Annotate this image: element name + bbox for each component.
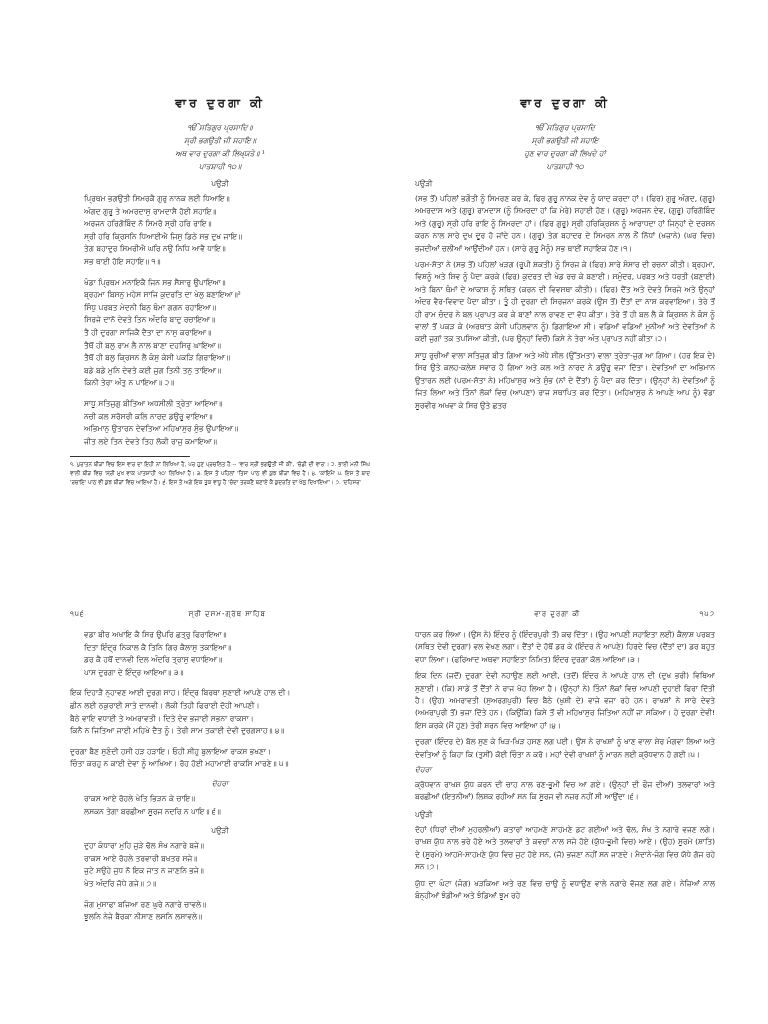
page-bottom-left xyxy=(70,610,370,1024)
verse-stanza xyxy=(84,277,370,390)
verse-stanza-wide xyxy=(70,687,370,737)
verse-line: ਸਾਧੂ ਸਤਿਜੁਗੁ ਬੀਤਿਆ ਅਧਸੀਲੀ ਤ੍ਰੇਤਾ ਆਇਆ॥ xyxy=(84,398,223,408)
verse-line: ਬੈਠੇ ਵਾਇ ਵਧਾਈ ਤੇ ਅਮਰਾਵਤੀ। ਦਿਤੇ ਦੇਵ ਭਜਾਈ ਸਭਨਾ ਰਾਕਸਾ। xyxy=(70,713,254,723)
page-top-left xyxy=(70,90,370,530)
page-title: ਵਾਰ ਦੁਰਗਾ ਕੀ xyxy=(175,96,265,110)
verse-line: ਬਡੇ ਬਡੇ ਮੁਨਿ ਦੇਵਤੇ ਕਈ ਜੁਗ ਤਿਨੀ ਤਨੁ ਤਾਇਆ॥ xyxy=(84,365,222,375)
translation-paragraph: ਪਰਮ-ਸੱਤਾ ਨੇ (ਸਭ ਤੋਂ) ਪਹਿਲਾਂ ਖੜਗ (ਰੂਪੀ ਸ਼ਕਤੀ) ਨੂੰ ਸਿਰਜ ਕੇ (ਫਿਰ) ਸਾਰੇ ਸੰਸਾਰ ਦੀ ਰਚਨਾ ਕੀਤੀ। ਬ੍ਰਹਮਾ, ਵਿਸ਼ਨੂੰ ਅਤੇ ਸ਼ਿਵ ਨੂੰ ਪੈਦਾ ਕਰਕੇ (ਫਿਰ) ਕੁਦਰਤ ਦੀ ਖੇਡ ਰਚ ਕੇ ਬਣਾਈ। ਸਮੁੰਦਰ, ਪਰਬਤ ਅਤੇ ਧਰਤੀ (ਬਣਾਈ) ਅਤੇ ਬਿਨਾ ਥੰਮਾਂ ਦੇ ਆਕਾਸ਼ ਨੂੰ ਸਥਿਤ (ਕਰਨ ਦੀ ਵਿਵਸਥਾ ਕੀਤੀ)। (ਫਿਰ) ਦੈਂਤ ਅਤੇ ਦੇਵਤੇ ਸਿਰਜੇ ਅਤੇ ਉਨ੍ਹਾਂ ਅੰਦਰ ਵੈਰ-ਵਿਵਾਦ ਪੈਦਾ ਕੀਤਾ। ਤੂੰ ਹੀ ਦੁਰਗਾ ਦੀ ਸਿਰਜਨਾ ਕਰਕੇ (ਉਸ ਤੋਂ) ਦੈਂਤਾਂ ਦਾ ਨਾਸ਼ ਕਰਵਾਇਆ। ਤੇਰੇ ਤੋਂ ਹੀ ਰਾਮ ਚੰਦਰ ਨੇ ਬਲ ਪ੍ਰਾਪਤ ਕਰ ਕੇ ਬਾਣਾਂ ਨਾਲ ਰਾਵਣ ਦਾ ਵੱਧ ਕੀਤਾ। ਤੇਰੇ ਤੋਂ ਹੀ ਬਲ ਲੈ ਕੇ ਕ੍ਰਿਸ਼ਨ ਨੇ ਕੰਸ ਨੂੰ ਵਾਲਾਂ ਤੋਂ ਪਕੜ ਕੇ (ਅਰਥਾਤ ਕੇਸੀ ਪਹਿਲਵਾਨ ਨੂੰ) ਡਿਗਾਇਆ ਸੀ। ਵਡਿਆਂ ਵਡਿਆਂ ਮੁਨੀਆਂ ਅਤੇ ਦੇਵਤਿਆਂ ਨੇ ਕਈ ਜੁਗਾਂ ਤਕ ਤਪਸਿਆ ਕੀਤੀ, (ਪਰ ਉਨ੍ਹਾਂ ਵਿਚੋਂ) ਕਿਸੇ ਨੇ ਤੇਰਾ ਅੰਤ ਪ੍ਰਾਪਤ ਨਹੀਂ ਕੀਤਾ।੨। xyxy=(415,260,715,344)
verse-line: ਖੇਤ ਅੰਦਰਿ ਜੋਧੇ ਗਜੇ॥ ੭॥ xyxy=(84,878,157,888)
verse-line: ਰਾਕਸ ਆਏ ਰੋਹਲੇ ਖੇਤਿ ਭਿੜਨ ਕੇ ਚਾਇ॥ xyxy=(84,793,196,803)
verse-line: ਬ੍ਰਹਮਾ ਬਿਸਨੁ ਮਹੇਸ ਸਾਜਿ ਕੁਦਰਤਿ ਦਾ ਖੇਲੁ ਬਣਾਇਆ॥² xyxy=(84,290,241,300)
verse-line: ਅਭਿਮਾਨੁ ਉਤਾਰਨ ਦੇਵਤਿਆ ਮਹਿਖਾਸੁਰ ਸੁੰਭ ਉਪਾਇਆ॥ xyxy=(84,424,239,434)
verse-line: ਜੁਟੇ ਸਉਹੇ ਜੁਧ ਨੋ ਇਕ ਜਾਤ ਨ ਜਾਣਨਿ ਭਜੇ॥ xyxy=(84,866,204,876)
invocation-block xyxy=(70,121,370,173)
verse-line: ਰਾਕਸ ਆਏ ਰੋਹਲੇ ਤਰਵਾਰੀ ਬਖਤਰ ਸਜੇ॥ xyxy=(84,853,198,863)
verse-line: ਡਰ ਕੈ ਹਥੋਂ ਦਾਨਵੀ ਦਿਲ ਅੰਦਰਿ ਤ੍ਰਾਸੁ ਵਧਾਇਆ॥ xyxy=(84,655,223,665)
page-number: ੧੫੬ xyxy=(70,610,85,618)
section-label-pauri: ਪਉੜੀ xyxy=(211,826,229,836)
verse-line: ਸਿੰਧੁ ਪਰਬਤ ਮੇਦਨੀ ਬਿਨੁ ਥੰਮਾ ਗਗਨ ਰਹਾਇਆ॥ xyxy=(84,302,217,312)
section-label-pauri: ਪਉੜੀ xyxy=(415,179,433,188)
translation-paragraph: ਦੁਰਗਾ (ਇੰਦਰ ਦੇ) ਬੋਲ ਸੁਣ ਕੇ ਖਿੜ-ਖਿੜ ਹਸਣ ਲਗ ਪਈ। ਉਸ ਨੇ ਰਾਖਸ਼ਾਂ ਨੂੰ ਖਾਣ ਵਾਲਾ ਸ਼ੇਰ ਮੰਗਵਾ ਲਿਆ ਅਤੇ ਦੇਵਤਿਆਂ ਨੂੰ ਕਿਹਾ ਕਿ (ਤੁਸੀਂ) ਕੋਈ ਚਿੰਤਾ ਨ ਕਰੋ। ਮਹਾਂ ਦੇਵੀ ਰਾਖਸ਼ਾਂ ਨੂੰ ਮਾਰਨ ਲਈ ਕ੍ਰੋਧਵਾਨ ਹੋ ਗਈ।੫। xyxy=(415,737,715,759)
verse-line: ਪ੍ਰਿਥਮ ਭਗਉਤੀ ਸਿਮਰਕੈ ਗੁਰੁ ਨਾਨਕ ਲਈ ਧਿਆਇ॥ xyxy=(84,194,230,203)
footnote-rule xyxy=(70,456,190,457)
verse-line: ਦਿਤਾ ਇੰਦ੍ਰ ਨਿਕਾਲ ਕੈ ਤਿਨਿ ਗਿਰ ਕੈਲਾਸੁ ਤਕਾਇਆ॥ xyxy=(84,642,232,652)
verse-line: ਤੈਥੋਂ ਹੀ ਬਲੁ ਰਾਮ ਲੈ ਨਾਲ ਬਾਣਾ ਦਹਸਿਰੁ ਘਾਇਆ॥ xyxy=(84,340,221,350)
section-label-dohra: ਦੋਹਰਾ xyxy=(211,778,229,788)
verse-stanza xyxy=(84,793,370,818)
verse-stanza xyxy=(84,899,370,924)
invocation-line: ਅਥ ਵਾਰ ਦੁਰਗਾ ਕੀ ਲਿਖ੍ਯਤੇ॥ ¹ xyxy=(175,149,265,158)
translation-paragraph: ਯੁੱਧ ਦਾ ਘੰਟਾ (ਜੰਗ) ਖੜਕਿਆ ਅਤੇ ਰਣ ਵਿਚ ਚਾਉ ਨੂੰ ਵਧਾਉਣ ਵਾਲੇ ਨਗਾਰੇ ਵੱਜਣ ਲਗ ਗਏ। ਨੇਜ਼ਿਆਂ ਨਾਲ ਬੰਨ੍ਹੀਆਂ ਝੰਡੀਆਂ ਅਤੇ ਝੰਡਿਆਂ ਝੂਮ ਰਹੇ xyxy=(415,878,715,900)
verse-stanza-wide xyxy=(70,746,370,771)
translation-paragraph: ਇਕ ਦਿਨ (ਜਦੋਂ) ਦੁਰਗਾ ਦੇਵੀ ਨਹਾਉਣ ਲਈ ਆਈ, (ਤਦੋਂ) ਇੰਦਰ ਨੇ ਆਪਣੇ ਹਾਲ ਦੀ (ਦੁਖ ਭਰੀ) ਵਿਥਿਆ ਸੁਣਾਈ। (ਕਿ) ਸਾਡੇ ਤੋਂ ਦੈਂਤਾਂ ਨੇ ਰਾਜ ਖੋਹ ਲਿਆ ਹੈ। (ਉਨ੍ਹਾਂ ਨੇ) ਤਿੰਨਾਂ ਲੋਕਾਂ ਵਿਚ ਆਪਣੀ ਦੁਹਾਈ ਫਿਰਾ ਦਿੱਤੀ ਹੈ। (ਉਹ) ਅਮਰਾਵਤੀ (ਸੁਅਰਗਪੁਰੀ) ਵਿਚ ਬੈਠੇ (ਖੁਸ਼ੀ ਦੇ) ਵਾਜੇ ਵਜਾ ਰਹੇ ਹਨ। ਰਾਖਸ਼ਾਂ ਨੇ ਸਾਰੇ ਦੇਵਤੇ (ਅਮਰਾਪੁਰੀ ਤੋਂ) ਭਜਾ ਦਿੱਤੇ ਹਨ। (ਕਿਉਂਕਿ) ਕਿਸੇ ਤੋਂ ਵੀ ਮਹਿਖਾਸੁਰ ਜਿਤਿਆ ਨਹੀਂ ਜਾ ਸਕਿਆ। ਹੇ ਦੁਰਗਾ ਦੇਵੀ! ਇਸ ਕਰਕੇ (ਮੈਂ ਹੁਣ) ਤੇਰੀ ਸ਼ਰਨ ਵਿਚ ਆਇਆ ਹਾਂ।੪। xyxy=(415,671,715,730)
verse-line: ਵਡਾ ਬੀਰ ਅਖਾਇ ਕੈ ਸਿਰ ਉਪਰਿ ਛਤ੍ਰੁ ਫਿਰਾਇਆ॥ xyxy=(84,630,227,639)
verse-line: ਤੈਥੋਂ ਹੀ ਬਲੁ ਕ੍ਰਿਸਨ ਲੈ ਕੰਸੁ ਕੇਸੀ ਪਕੜਿ ਗਿਰਾਇਆ॥ xyxy=(84,353,231,363)
verse-line: ਦੁਹਾ ਕੰਧਾਰਾ ਮੁਹਿ ਜੁੜੇ ਢੋਲ ਸੰਖ ਨਗਾਰੇ ਬਜੇ॥ xyxy=(84,841,204,851)
invocation-line: ਸ੍ਰੀ ਭਗਉਤੀ ਜੀ ਸਹਾਇ॥ xyxy=(184,136,256,145)
verse-line: ਤੈ ਹੀ ਦੁਰਗਾ ਸਾਜਿਕੈ ਦੈਤਾ ਦਾ ਨਾਸੁ ਕਰਾਇਆ॥ xyxy=(84,327,212,337)
verse-line: ਚਿੰਤਾ ਕਰਹੁ ਨ ਕਾਈ ਦੇਵਾ ਨੂੰ ਆਖਿਆ। ਰੋਹ ਹੋਈ ਮਹਾਮਾਈ ਰਾਕਸਿ ਮਾਰਣੇ॥ ੫॥ xyxy=(70,759,289,769)
translation-paragraph: (ਸਭ ਤੋਂ) ਪਹਿਲਾਂ ਭਗੌਤੀ ਨੂੰ ਸਿਮਰਣ ਕਰ ਕੇ, ਫਿਰ ਗੁਰੂ ਨਾਨਕ ਦੇਵ ਨੂੰ ਯਾਦ ਕਰਦਾ ਹਾਂ। (ਫਿਰ) ਗੁਰੂ ਅੰਗਦ, (ਗੁਰੂ) ਅਮਰਦਾਸ ਅਤੇ (ਗੁਰੂ) ਰਾਮਦਾਸ (ਨੂੰ ਸਿਮਰਦਾ ਹਾਂ ਕਿ ਮੇਰੇ) ਸਹਾਈ ਹੋਣ। (ਗੁਰੂ) ਅਰਜਨ ਦੇਵ, (ਗੁਰੂ) ਹਰਿਗੋਬਿੰਦ ਅਤੇ (ਗੁਰੂ) ਸ੍ਰੀ ਹਰਿ ਰਾਇ ਨੂੰ ਸਿਮਰਦਾ ਹਾਂ। (ਫਿਰ ਗੁਰੂ) ਸ੍ਰੀ ਹਰਿਕ੍ਰਿਸ਼ਨ ਨੂੰ ਆਰਾਧਦਾ ਹਾਂ ਜਿਨ੍ਹਾਂ ਦੇ ਦਰਸ਼ਨ ਕਰਨ ਨਾਲ ਸਾਰੇ ਦੁਖ ਦੂਰ ਹੋ ਜਾਂਦੇ ਹਨ। (ਗੁਰੂ) ਤੇਗ ਬਹਾਦਰ ਦੇ ਸਿਮਰਨ ਨਾਲ ਨੌਂ ਨਿੱਧਾਂ (ਖਜ਼ਾਨੇ) (ਘਰ ਵਿਚ) ਭਜਦੀਆਂ ਚਲੀਆਂ ਆਉਂਦੀਆਂ ਹਨ। (ਸਾਰੇ ਗੁਰੂ ਮੈਨੂੰ) ਸਭ ਥਾਈਂ ਸਹਾਇਕ ਹੋਣ।੧। xyxy=(415,194,715,253)
invocation-line: ੴ ਸਤਿਗੁਰ ਪ੍ਰਸਾਦਿ॥ xyxy=(187,123,253,132)
translation-paragraph: ਸਾਧੂ ਰੁਚੀਆਂ ਵਾਲਾ ਸਤਿਜੁਗ ਬੀਤ ਗਿਆ ਅਤੇ ਅੱਧੇ ਸ਼ੀਲ (ਉੱਤਮਤਾ) ਵਾਲਾ ਤ੍ਰੇਤਾ-ਜੁਗ ਆ ਗਿਆ। (ਹਰ ਇਕ ਦੇ) ਸਿਰ ਉਤੇ ਕਲਹ-ਕਲੇਸ਼ ਸਵਾਰ ਹੋ ਗਿਆ ਅਤੇ ਕਲ ਅਤੇ ਨਾਰਦ ਨੇ ਡਉਰੂ ਵਜਾ ਦਿੱਤਾ। ਦੇਵਤਿਆਂ ਦਾ ਅਭਿਮਾਨ ਉਤਾਰਨ ਲਈ (ਪਰਮ-ਸੱਤਾ ਨੇ) ਮਹਿਖਾਸੁਰ ਅਤੇ ਸੁੰਭ (ਨਾਂ ਦੇ ਦੈਂਤਾਂ) ਨੂੰ ਪੈਦਾ ਕਰ ਦਿੱਤਾ। (ਉਨ੍ਹਾਂ ਨੇ) ਦੇਵਤਿਆਂ ਨੂੰ ਜਿਤ ਲਿਆ ਅਤੇ ਤਿੰਨਾਂ ਲੋਕਾਂ ਵਿਚ (ਆਪਣਾ) ਰਾਜ ਸਥਾਪਿਤ ਕਰ ਦਿੱਤਾ। (ਮਹਿਖਾਸੁਰ ਨੇ ਆਪਣੇ ਆਪ ਨੂੰ) ਵੱਡਾ ਸੂਰਵੀਰ ਅਖਵਾ ਕੇ ਸਿਰ ਉਤੇ ਛਤਰ xyxy=(415,350,715,410)
verse-line: ਪਾਸ ਦੁਰਗਾ ਦੇ ਇੰਦ੍ਰ ਆਇਆ॥ ੩॥ xyxy=(84,667,184,677)
invocation-line: ਸ੍ਰੀ ਭਗਉਤੀ ਜੀ ਸਹਾਇ xyxy=(531,136,599,145)
verse-line: ਤੇਗ ਬਹਾਦੁਰ ਸਿਮਰੀਐ ਘਰਿ ਨਉ ਨਿਧਿ ਆਵੈ ਧਾਇ॥ xyxy=(84,244,226,254)
page-title: ਵਾਰ ਦੁਰਗਾ ਕੀ xyxy=(520,96,610,110)
verse-stanza xyxy=(84,398,370,448)
running-title: ਸ੍ਰੀ ਦਸਮ-ਗ੍ਰੰਥ ਸਾਹਿਬ xyxy=(188,610,266,618)
verse-line: ਕਿਨੀ ਤੇਰਾ ਅੰਤੁ ਨ ਪਾਇਆ॥ ੨॥ xyxy=(84,378,175,388)
verse-line: ਅੰਗਦ ਗੁਰੂ ਤੇ ਅਮਰਦਾਸੁ ਰਾਮਦਾਸੈ ਹੋਈ ਸਹਾਇ॥ xyxy=(84,206,217,216)
invocation-block xyxy=(415,121,715,173)
verse-line: ਜੀਤ ਲਏ ਤਿਨ ਦੇਵਤੇ ਤਿਹ ਲੋਕੀ ਰਾਜੁ ਕਮਾਇਆ॥ xyxy=(84,436,217,446)
verse-line: ਅਰਜਨ ਹਰਿਗੋਬਿੰਦ ਨੋ ਸਿਮਰੋ ਸ੍ਰੀ ਹਰਿ ਰਾਇ॥ xyxy=(84,219,212,229)
verse-line: ਨਚੀ ਕਲ ਸਰੋਸਰੀ ਕਲਿ ਨਾਰਦ ਡਉਰੂ ਵਾਇਆ॥ xyxy=(84,411,213,421)
verse-line: ਖੰਡਾ ਪ੍ਰਿਥਮ ਮਨਾਇਕੈ ਜਿਨ ਸਭ ਸੈਸਾਰੁ ਉਪਾਇਆ॥ xyxy=(84,277,226,287)
running-header xyxy=(415,610,715,619)
verse-line: ਛੀਨ ਲਈ ਠਕੁਰਾਈ ਸਾਤੇ ਦਾਨਵੀ। ਲੋਕੀ ਤਿਹੀ ਫਿਰਾਈ ਦੋਹੀ ਆਪਣੀ। xyxy=(70,700,260,710)
verse-line: ਝੂਲਨਿ ਨੇਜੇ ਬੈਰਕਾ ਨੀਸਾਣ ਲਸਨਿ ਲਸਾਵਲੇ॥ xyxy=(84,912,203,922)
verse-stanza xyxy=(84,840,370,890)
verse-stanza xyxy=(84,629,370,679)
verse-line: ਜੰਗ ਮੁਸਾਫਾ ਬਜਿਆ ਰਣ ਘੁਰੇ ਨਗਾਰੇ ਚਾਵਲੇ॥ xyxy=(84,899,207,909)
verse-line: ਸ੍ਰੀ ਹਰਿ ਕ੍ਰਿਸਨਿ ਧਿਆਈਐ ਜਿਸੁ ਡਿਠੇ ਸਭ ਦੁਖ ਜਾਇ॥ xyxy=(84,231,243,241)
invocation-line: ਪਾਤਸ਼ਾਹੀ ੧੦ xyxy=(546,162,584,171)
verse-stanza xyxy=(84,193,370,269)
translation-paragraph: ਕ੍ਰੋਧਵਾਨ ਰਾਖਸ਼ ਯੁੱਧ ਕਰਨ ਦੀ ਚਾਹ ਨਾਲ ਰਣ-ਭੂਮੀ ਵਿਚ ਆ ਗਏ। (ਉਨ੍ਹਾਂ ਦੀ ਫੌਜ ਦੀਆਂ) ਤਲਵਾਰਾਂ ਅਤੇ ਬਰਛੀਆਂ (ਇਤਨੀਆਂ) ਲਿਸ਼ਕ ਰਹੀਆਂ ਸਨ ਕਿ ਸੂਰਜ ਵੀ ਨਜ਼ਰ ਨਹੀਂ ਸੀ ਆਉਂਦਾ।੬। xyxy=(415,780,715,802)
invocation-line: ਪਾਤਸ਼ਾਹੀ ੧੦॥ xyxy=(198,162,242,171)
page-number: ੧੫੭ xyxy=(699,610,715,618)
running-header xyxy=(70,610,370,619)
section-label-pauri: ਪਉੜੀ xyxy=(211,179,229,188)
verse-line: ਲਸਕਨ ਤੇਗਾ ਬਰਛੀਆ ਸੂਰਜ ਨਦਰਿ ਨ ਪਾਇ॥ ੬॥ xyxy=(84,806,221,816)
footnotes: ੧. ਪੁਰਾਤਨ ਬੀੜਾਂ ਵਿਚ ਇਸ ਵਾਰ ਦਾ ਇਹੀ ਨਾਂ ਲਿਖਿਆ ਹੈ, ਪਰ ਹੁਣ ਪ੍ਰਚਲਿਤ ਹੈ -- 'ਵਾਰ ਸ੍ਰੀ ਭਗਉਤੀ ਜੀ ਕੀ', 'ਚੰਡੀ ਦੀ ਵਾਰ'। ੨. ਭਾਈ ਮਨੀ ਸਿੰਘ ਵਾਲੀ ਬੀੜ ਵਿਚ 'ਸ੍ਰੀ ਮੁਖ ਵਾਕ ਪਾਤਸ਼ਾਹੀ ੧੦' ਲਿਖਿਆ ਹੈ। ੩. ਇਸ ਤੋਂ ਪਹਿਲਾਂ 'ਤਿਸ' ਪਾਠ ਵੀ ਕੁਝ ਬੀੜਾਂ ਵਿਚ ਹੈ। ੪. 'ਕਾਇਮੈ' ੫. ਇਸ ਤੋਂ ਬਾਦ 'ਰਚਾਇ' ਪਾਠ ਵੀ ਕੁਝ ਬੀੜਾਂ ਵਿਚ ਆਇਆ ਹੈ। ੬. ਇਸ ਤੋਂ ਅਗੇ ਇਕ ਤੁਕ ਵਾਧੂ ਹੈ 'ਚੰਦਾ ਤਰਕਣੈ ਬਣਾਏ ਕੈ ਕੁਦਰਤਿ ਦਾ ਖੇਲੁ ਦਿਖਾਇਆ'। ੭. 'ਦਹਿਸਰ' xyxy=(70,462,370,487)
verse-line: ਸਿਰਜੇ ਦਾਨੋ ਦੇਵਤੇ ਤਿਨ ਅੰਦਰਿ ਬਾਦੁ ਰਚਾਇਆ॥ xyxy=(84,315,216,325)
invocation-line: ੴ ਸਤਿਗੁਰ ਪ੍ਰਸਾਦਿ xyxy=(535,123,595,132)
translation-paragraph: ਦੋਹਾਂ (ਧਿਰਾਂ ਦੀਆਂ ਮੁਹਰਲੀਆਂ) ਕਤਾਰਾਂ ਆਹਮਣੇ ਸਾਹਮਣੇ ਡਟ ਗਈਆਂ ਅਤੇ ਢੋਲ, ਸੰਖ ਤੇ ਨਗਾਰੇ ਵਜਣ ਲਗੇ। ਰਾਖਸ਼ ਯੁੱਧ ਨਾਲ ਭਰੇ ਹੋਏ ਅਤੇ ਤਲਵਾਰਾਂ ਤੇ ਕਵਚਾਂ ਨਾਲ ਸਜੇ ਹੋਏ (ਯੁੱਧ-ਭੂਮੀ ਵਿਚ) ਆਏ। (ਉਹ) ਸੂਰਮੇ (ਸ਼ਾਤਿ) ਦੇ (ਸੂਰਮੇ) ਆਹਮੋ-ਸਾਹਮਣੇ ਯੁੱਧ ਵਿਚ ਜੁਟ ਹੋਏ ਸਨ, (ਜੋ) ਭਜਣਾ ਨਹੀਂ ਸਨ ਜਾਣਦੇ। ਮੈਦਾਨੇ-ਜੰਗ ਵਿਚ ਯੋਧੇ ਗੱਜ ਰਹੇ ਸਨ।੭। xyxy=(415,824,715,872)
page-bottom-right xyxy=(415,610,715,1024)
page-top-right xyxy=(415,90,715,530)
verse-line: ਕਿਨੈ ਨ ਜਿਤਿਆ ਜਾਈ ਮਹਿਖੇ ਦੈਤ ਨੂੰ। ਤੇਰੀ ਸਾਮ ਤਕਾਈ ਦੇਵੀ ਦੁਰਗਸਾਹ॥ ੪॥ xyxy=(70,726,285,736)
running-title: ਵਾਰ ਦੁਰਗਾ ਕੀ xyxy=(534,610,581,618)
verse-line: ਦੁਰਗਾ ਬੈਣ ਸੁਣੰਦੀ ਹਸੀ ਹੜ ਹੜਾਇ। ਓਹੀ ਸੀਹੁ ਬੁਲਾਇਆ ਰਾਕਸ ਭਖਣਾ। xyxy=(70,746,272,756)
invocation-line: ਹੁਣ ਵਾਰ ਦੁਰਗਾ ਕੀ ਲਿਖਦੇ ਹਾਂ xyxy=(524,149,606,158)
verse-line: ਇਕ ਦਿਹਾੜੈ ਨ੍ਹਾਵਣ ਆਈ ਦੁਰਗ ਸਾਹ। ਇੰਦ੍ਰ ਬਿਰਥਾ ਸੁਣਾਈ ਆਪਣੇ ਹਾਲ ਦੀ। xyxy=(70,688,291,698)
verse-line: ਸਭ ਥਾਈ ਹੋਇ ਸਹਾਇ॥ ੧॥ xyxy=(84,256,161,266)
translation-paragraph: ਧਾਰਨ ਕਰ ਲਿਆ। (ਉਸ ਨੇ) ਇੰਦਰ ਨੂੰ (ਇੰਦਰਪੁਰੀ ਤੋਂ) ਕਢ ਦਿੱਤਾ। (ਉਹ ਆਪਣੀ ਸਹਾਇਤਾ ਲਈ) ਕੈਲਾਸ਼ ਪਰਬਤ (ਸਥਿਤ ਦੇਵੀ ਦੁਰਗਾ) ਵਲ ਵੇਖਣ ਲਗਾ। ਦੈਂਤਾਂ ਦੇ ਹੱਥੋਂ ਡਰ ਕੇ (ਇੰਦਰ ਨੇ ਆਪਣੇ) ਹਿਰਦੇ ਵਿਚ (ਦੈਂਤਾਂ ਦਾ) ਡਰ ਬਹੁਤ ਵਧਾ ਲਿਆ। (ਫਰਿਆਦ ਅਥਵਾ ਸਹਾਇਤਾ ਨਿਮਿਤ) ਇੰਦਰ ਦੁਰਗਾ ਕੋਲ ਆਇਆ।੩। xyxy=(415,630,715,664)
section-label-dohra: ਦੋਹਰਾ xyxy=(415,765,432,775)
section-label-pauri: ਪਉੜੀ xyxy=(415,809,433,819)
